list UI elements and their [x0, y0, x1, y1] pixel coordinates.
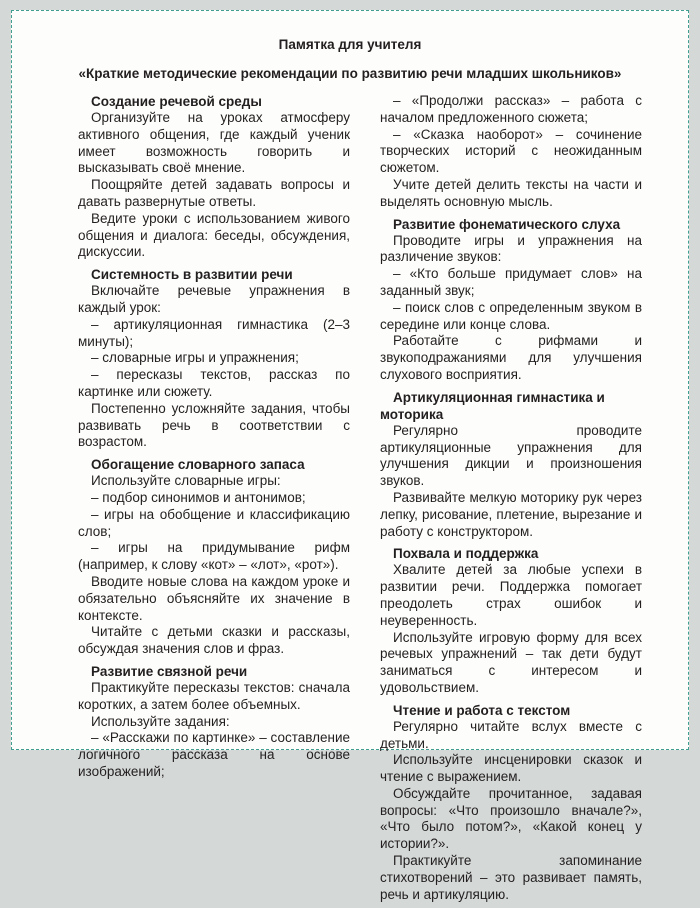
paragraph: Практикуйте запоминание стихотворений – это развивает память, речь и артикуляцию.	[380, 853, 642, 902]
paragraph: Включайте речевые упражнения в каждый урок:	[78, 283, 350, 315]
paragraph: Хвалите детей за любые успехи в развитии речи. Поддержка помогает преодолеть страх ошибок и неуверенность.	[380, 562, 642, 628]
paragraph: Используйте игровую форму для всех речевых упражнений – так дети будут заниматься с интересом и удовольствием.	[380, 629, 642, 695]
list-item: – «Сказка наоборот» – сочинение творческих историй с неожиданным сюжетом.	[380, 126, 642, 176]
section-heading: Системность в развитии речи	[91, 267, 293, 283]
paragraph: Используйте задания:	[91, 713, 230, 729]
paragraph: Вводите новые слова на каждом уроке и обязательно объясняйте их значение в контексте.	[78, 573, 350, 623]
page-subtitle: «Краткие методические рекомендации по развитию речи младших школьников»	[78, 66, 622, 81]
paragraph: Учите детей делить тексты на части и выделять основную мысль.	[380, 176, 642, 209]
section-heading: Развитие фонематического слуха	[393, 216, 621, 232]
paragraph: Организуйте на уроках атмосферу активного общения, где каждый ученик имеет возможность говорить и высказывать своё мнение.	[78, 110, 350, 176]
list-item: – словарные игры и упражнения;	[91, 350, 299, 366]
section-coherent-speech-continued	[380, 93, 642, 211]
section-systematic	[78, 266, 350, 451]
paragraph: Ведите уроки с использованием живого общения и диалога: беседы, обсуждения, дискуссии.	[78, 210, 350, 260]
section-heading: Развитие связной речи	[91, 663, 248, 679]
section-heading: Похвала и поддержка	[393, 546, 539, 562]
list-item: – игры на придумывание рифм (например, к слову «кот» – «лот», «рот»).	[78, 540, 350, 573]
section-praise	[380, 545, 642, 696]
section-heading: Обогащение словарного запаса	[91, 457, 305, 473]
paragraph: Работайте с рифмами и звукоподражаниями для улучшения слухового восприятия.	[380, 333, 642, 382]
paragraph: Регулярно проводите артикуляционные упражнения для улучшения дикции и произношения звуков.	[380, 422, 642, 489]
section-vocabulary	[78, 456, 350, 658]
list-item: – пересказы текстов, рассказ по картинке или сюжету.	[78, 367, 350, 399]
memo-page	[11, 10, 689, 902]
section-articulation	[380, 389, 642, 541]
list-item: – «Расскажи по картинке» – составление логичного рассказа на основе изображений;	[78, 730, 350, 779]
section-heading: Создание речевой среды	[91, 94, 262, 109]
list-item: – поиск слов с определенным звуком в середине или конце слова.	[380, 299, 642, 332]
section-reading	[380, 702, 642, 904]
paragraph: Практикуйте пересказы текстов: сначала коротких, а затем более объемных.	[78, 679, 350, 712]
section-heading: Чтение и работа с текстом	[393, 702, 571, 718]
section-phonemic-hearing	[380, 216, 642, 384]
paragraph: Поощряйте детей задавать вопросы и давать развернутые ответы.	[78, 177, 350, 209]
list-item: – артикуляционная гимнастика (2–3 минуты);	[78, 316, 350, 349]
list-item: – игры на обобщение и классификацию слов;	[78, 506, 350, 539]
section-coherent-speech	[78, 663, 350, 781]
list-item: – «Продолжи рассказ» – работа с началом предложенного сюжета;	[380, 93, 642, 125]
paragraph: Развивайте мелкую моторику рук через лепку, рисование, плетение, вырезание и работу с конструктором.	[380, 489, 642, 539]
right-column	[380, 93, 642, 908]
section-heading: Артикуляционная гимнастика и моторика	[380, 389, 605, 422]
paragraph: Читайте с детьми сказки и рассказы, обсуждая значения слов и фраз.	[78, 624, 350, 657]
paragraph: Проводите игры и упражнения на различение звуков:	[380, 232, 642, 265]
paragraph: Регулярно читайте вслух вместе с детьми.	[380, 718, 642, 751]
left-column	[78, 93, 350, 786]
paragraph: Постепенно усложняйте задания, чтобы развивать речь в соответствии с возрастом.	[78, 400, 350, 450]
paragraph: Используйте инсценировки сказок и чтение с выражением.	[380, 752, 642, 785]
list-item: – «Кто больше придумает слов» на заданный звук;	[380, 266, 642, 298]
section-speech-environment	[78, 93, 350, 261]
list-item: – подбор синонимов и антонимов;	[91, 489, 306, 505]
page-title: Памятка для учителя	[278, 37, 422, 52]
paragraph: Используйте словарные игры:	[91, 473, 281, 489]
paragraph: Обсуждайте прочитанное, задавая вопросы: «Что произошло вначале?», «Что было потом?», «Какой конец у истории?».	[380, 785, 642, 852]
